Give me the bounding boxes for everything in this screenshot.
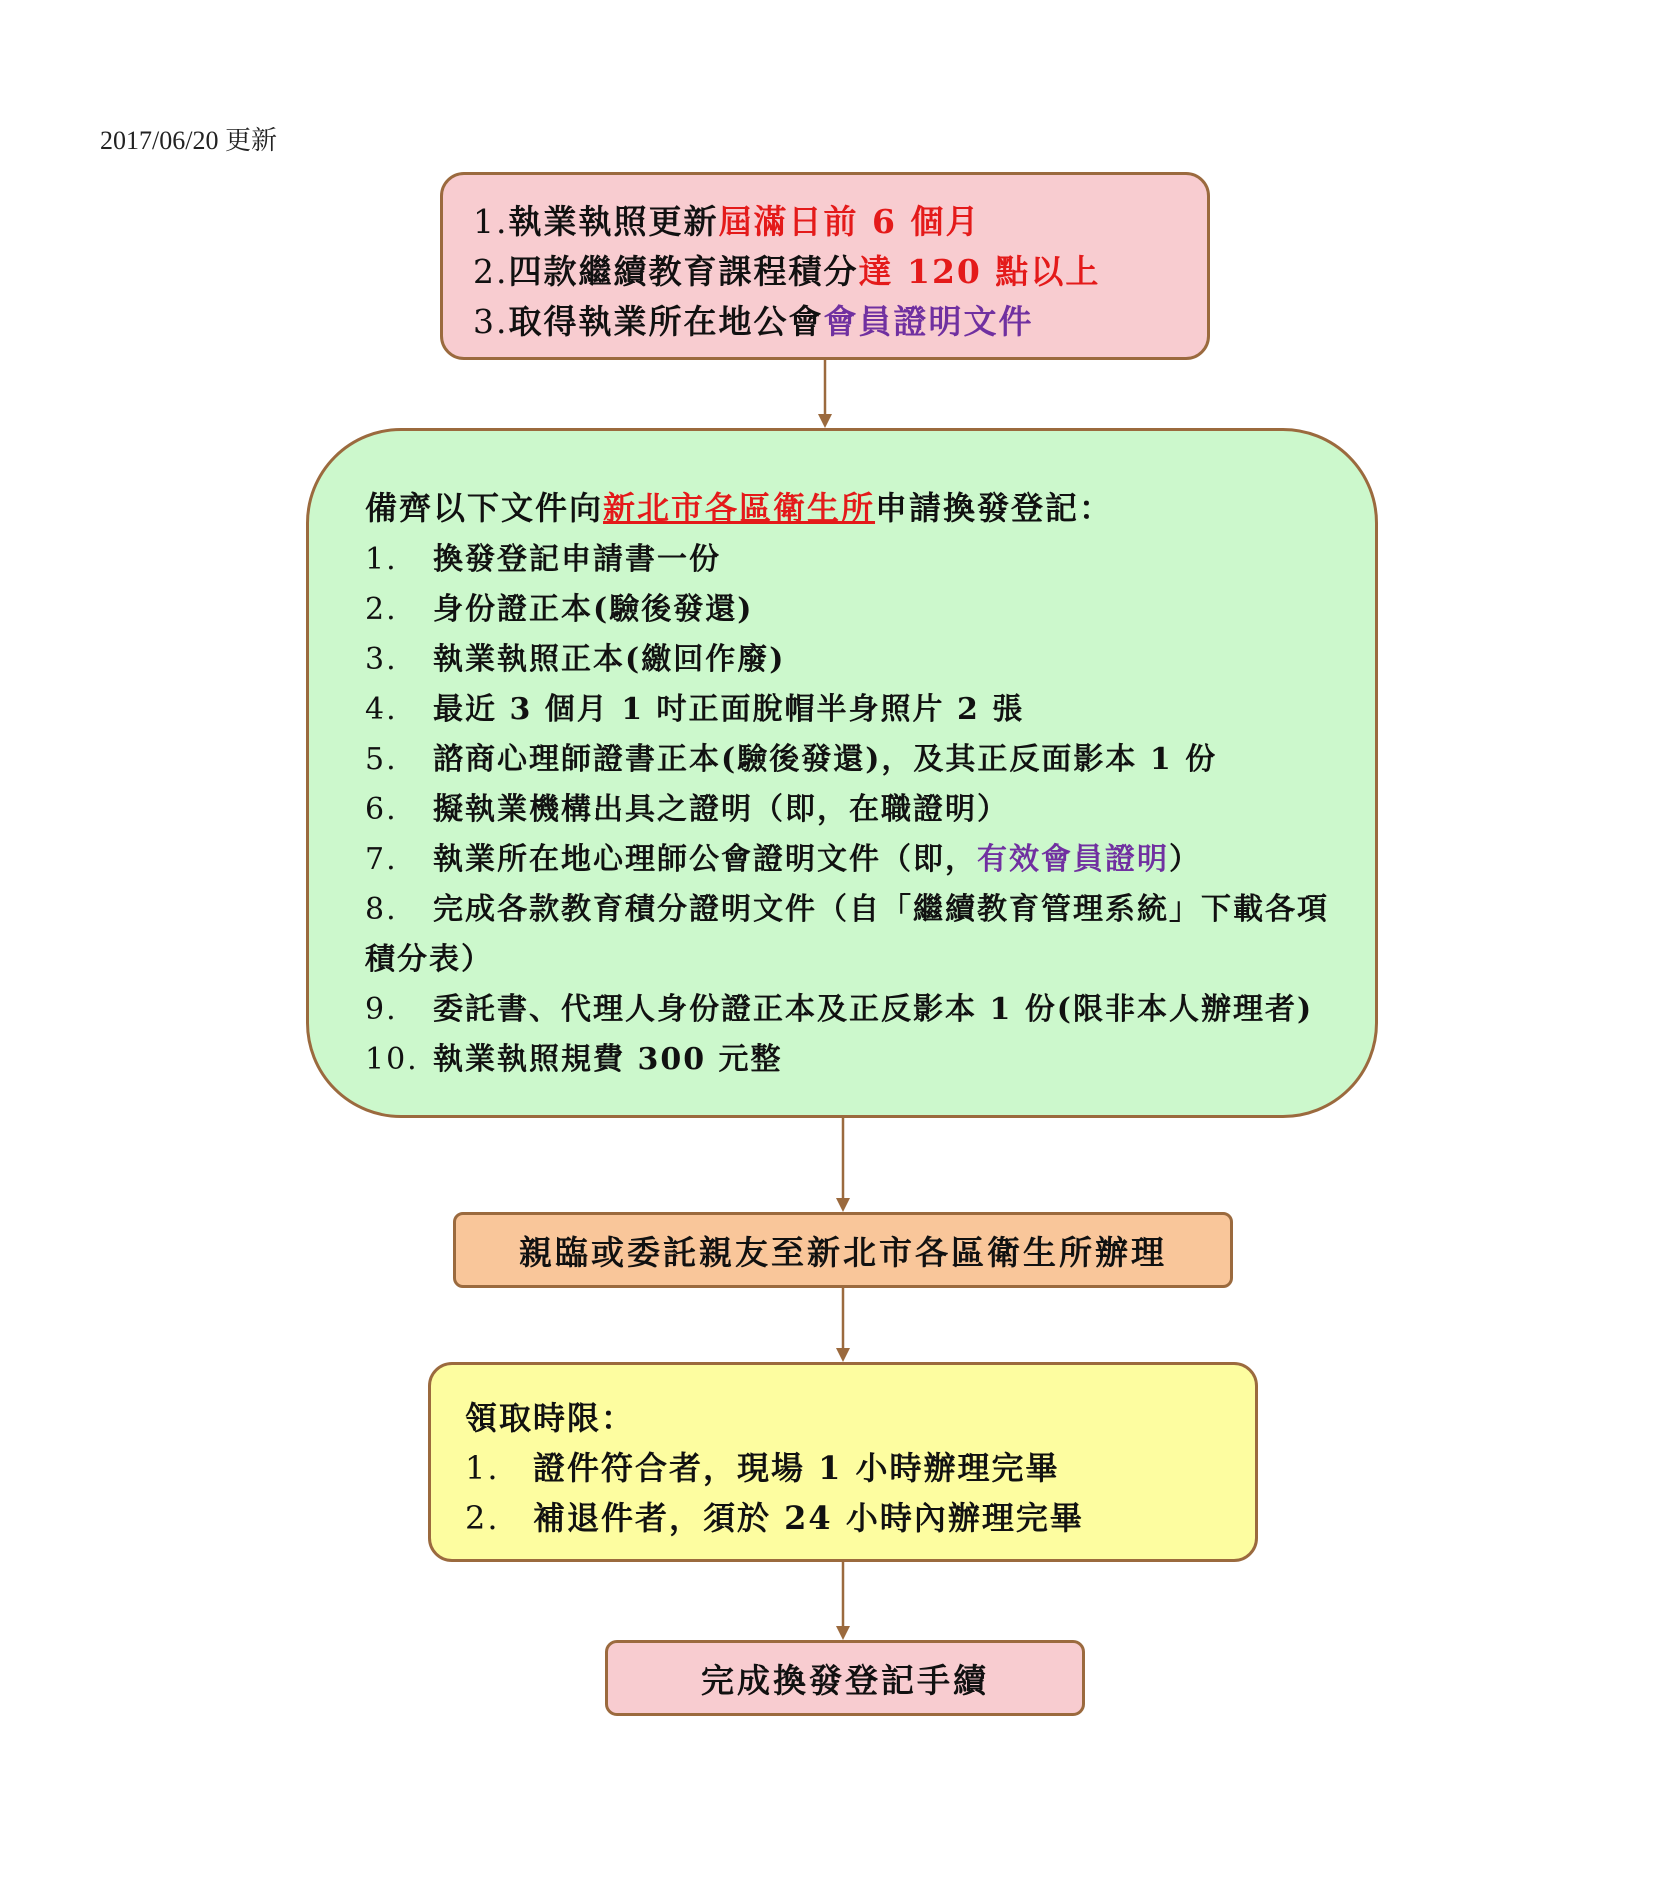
- requirement-3: [473, 297, 1207, 347]
- in-person-step-text: 親臨或委託親友至新北市各區衛生所辦理: [519, 1232, 1167, 1272]
- document-item-num: 8.: [365, 892, 398, 927]
- document-item-num: 5.: [365, 742, 398, 777]
- requirement-1-text: 執業執照更新: [508, 202, 719, 241]
- documents-heading: [365, 483, 1335, 533]
- document-item-6: [365, 785, 1335, 835]
- document-item-text: 換發登記申請書一份: [433, 542, 721, 577]
- document-item-5: [365, 735, 1335, 785]
- documents-heading-pre: 備齊以下文件向: [365, 489, 604, 527]
- document-item-text: 最近 3 個月 1 吋正面脫帽半身照片 2 張: [433, 692, 1025, 727]
- pickup-deadline-box: [428, 1362, 1258, 1562]
- completion-text: 完成換發登記手續: [701, 1660, 989, 1700]
- documents-box: [306, 428, 1378, 1118]
- document-item-num: 2.: [365, 592, 398, 627]
- requirement-1-highlight: 屆滿日前 6 個月: [718, 202, 981, 241]
- document-item-1: [365, 535, 1335, 585]
- requirement-2-num: 2.: [473, 252, 509, 291]
- document-item-num: 1.: [365, 542, 398, 577]
- document-item-3: [365, 635, 1335, 685]
- pickup-item-text: 證件符合者，現場 1 小時辦理完畢: [533, 1449, 1060, 1487]
- document-item-highlight: 有效會員證明: [977, 842, 1169, 877]
- document-item-num: 10.: [365, 1042, 419, 1077]
- document-item-text: 完成各款教育積分證明文件（自「繼續教育管理系統」下載各項積分表）: [365, 892, 1329, 977]
- requirement-3-num: 3.: [473, 302, 509, 341]
- document-item-10: [365, 1035, 1335, 1085]
- document-item-2: [365, 585, 1335, 635]
- pickup-item-2: [465, 1493, 1255, 1543]
- documents-heading-office: 新北市各區衛生所: [603, 489, 876, 527]
- requirement-3-text: 取得執業所在地公會: [508, 302, 824, 341]
- documents-heading-post: 申請換發登記：: [875, 489, 1114, 527]
- document-item-text: 委託書、代理人身份證正本及正反影本 1 份(限非本人辦理者): [433, 992, 1314, 1027]
- document-item-text: 諮商心理師證書正本(驗後發還)，及其正反面影本 1 份: [433, 742, 1218, 777]
- requirement-2: [473, 247, 1207, 297]
- document-item-num: 7.: [365, 842, 398, 877]
- requirement-3-highlight: 會員證明文件: [823, 302, 1034, 341]
- pickup-item-1: [465, 1443, 1255, 1493]
- arrow-3: [836, 1288, 850, 1362]
- document-item-7: [365, 835, 1335, 885]
- document-item-text: 執業執照正本(繳回作廢): [433, 642, 786, 677]
- document-item-text: 執業所在地心理師公會證明文件（即，: [433, 842, 977, 877]
- requirement-1: [473, 197, 1207, 247]
- pickup-item-num: 2.: [465, 1499, 500, 1537]
- arrow-2: [836, 1118, 850, 1212]
- pickup-heading: 領取時限：: [465, 1399, 636, 1437]
- document-item-text: 執業執照規費 300 元整: [433, 1042, 783, 1077]
- requirement-1-num: 1.: [473, 202, 509, 241]
- pickup-item-text: 補退件者，須於 24 小時內辦理完畢: [533, 1499, 1084, 1537]
- document-item-num: 9.: [365, 992, 398, 1027]
- document-item-text: 身份證正本(驗後發還): [433, 592, 754, 627]
- arrow-1: [818, 360, 832, 428]
- requirement-2-highlight: 達 120 點以上: [858, 252, 1101, 291]
- completion-box: [605, 1640, 1085, 1716]
- in-person-step-box: [453, 1212, 1233, 1288]
- document-item-num: 3.: [365, 642, 398, 677]
- requirements-box: [440, 172, 1210, 360]
- document-item-num: 4.: [365, 692, 398, 727]
- document-item-num: 6.: [365, 792, 398, 827]
- update-date: 2017/06/20 更新: [100, 126, 277, 155]
- document-item-text-end: ）: [1169, 842, 1201, 877]
- document-item-4: [365, 685, 1335, 735]
- document-item-8: [365, 885, 1345, 985]
- document-item-text: 擬執業機構出具之證明（即，在職證明）: [433, 792, 1009, 827]
- requirement-2-text: 四款繼續教育課程積分: [508, 252, 859, 291]
- document-item-9: [365, 985, 1335, 1035]
- pickup-item-num: 1.: [465, 1449, 500, 1487]
- arrow-4: [836, 1562, 850, 1640]
